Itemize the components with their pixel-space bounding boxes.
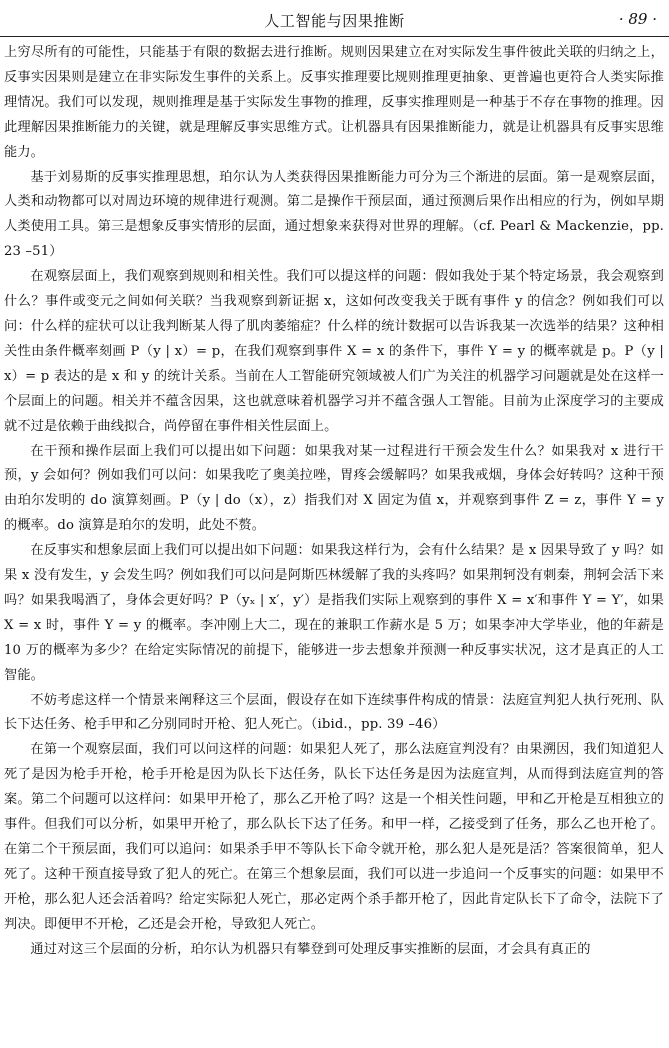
paragraph-5: 在反事实和想象层面上我们可以提出如下问题：如果我这样行为，会有什么结果？是 x 因果导致了 y 吗？如果 x 没有发生，y 会发生吗？例如我们可以问是阿斯匹林缓解了我的头疼吗？如果荆轲没有刺秦，荆轲会活下来吗？如果我喝酒了，身体会更好吗？P（yₓ | x′，y′）是指我们实际上观察到的事件 X = x′和事件 Y = Y′，如果 X = x 时，事件 Y = y 的概率。李冲刚上大二，现在的兼职工作薪水是 5 万；如果李冲大学毕业，他的年薪是 10 万的概率为多少？在给定实际情况的前提下，能够进一步去想象并预测一种反事实状况，这才是真正的人工智能。	[4, 543, 664, 683]
body-text	[4, 41, 664, 963]
paragraph-7: 在第一个观察层面，我们可以问这样的问题：如果犯人死了，那么法庭宣判没有？由果溯因，我们知道犯人死了是因为枪手开枪，枪手开枪是因为队长下达任务，队长下达任务是因为法庭宣判，从而得到法庭宣判的答案。第二个问题可以这样问：如果甲开枪了，那么乙开枪了吗？这是一个相关性问题，甲和乙开枪是互相独立的事件。但我们可以分析，如果甲开枪了，那么队长下达了任务。和甲一样，乙接受到了任务，那么乙也开枪了。在第二个干预层面，我们可以追问：如果杀手甲不等队长下命令就开枪，那么犯人是死是活？答案很简单，犯人死了。这种干预直接导致了犯人的死亡。在第三个想象层面，我们可以进一步追问一个反事实的问题：如果甲不开枪，那么犯人还会活着吗？给定实际犯人死亡，那必定两个杀手都开枪了，因此肯定队长下了命令，法院下了判决。即便甲不开枪，乙还是会开枪，导致犯人死亡。	[4, 742, 664, 932]
header-title: 人工智能与因果推断	[264, 12, 405, 30]
running-header	[0, 0, 669, 37]
paragraph-4: 在干预和操作层面上我们可以提出如下问题：如果我对某一过程进行干预会发生什么？如果我对 x 进行干预，y 会如何？例如我们可以问：如果我吃了奥美拉唑，胃疼会缓解吗？如果我戒烟，身体会好转吗？这种干预由珀尔发明的 do 演算刻画。P（y | do（x），z）指我们对 X 固定为值 x，并观察到事件 Z = z，事件 Y = y 的概率。do 演算是珀尔的发明，此处不赘。	[4, 443, 664, 534]
paragraph-8: 通过对这三个层面的分析，珀尔认为机器只有攀登到可处理反事实推断的层面，才会具有真正的	[30, 941, 591, 957]
paragraph-6: 不妨考虑这样一个情景来阐释这三个层面，假设存在如下连续事件构成的情景：法庭宣判犯人执行死刑、队长下达任务、枪手甲和乙分别同时开枪、犯人死亡。（ibid.，pp. 39 –46）	[4, 692, 664, 733]
page-number: · 89 ·	[618, 10, 657, 28]
paragraph-1: 上穷尽所有的可能性，只能基于有限的数据去进行推断。规则因果建立在对实际发生事件彼此关联的归纳之上，反事实因果则是建立在非实际发生事件的关系上。反事实推理要比规则推理更抽象、更普遍也更符合人类实际推理情况。我们可以发现，规则推理是基于实际发生事物的推理，反事实推理则是一种基于不存在事物的推理。因此理解因果推断能力的关键，就是理解反事实思维方式。让机器具有因果推断能力，就是让机器具有反事实思维能力。	[4, 45, 664, 160]
paragraph-2: 基于刘易斯的反事实推理思想，珀尔认为人类获得因果推断能力可分为三个渐进的层面。第一是观察层面，人类和动物都可以对周边环境的规律进行观测。第二是操作干预层面，通过预测后果作出相应的行为，例如早期人类使用工具。第三是想象反事实情形的层面，通过想象来获得对世界的理解。（cf. Pearl & Mackenzie，pp. 23 –51）	[4, 169, 664, 260]
paragraph-3: 在观察层面上，我们观察到规则和相关性。我们可以提这样的问题：假如我处于某个特定场景，我会观察到什么？事件或变元之间如何关联？当我观察到新证据 x，这如何改变我关于既有事件 y 的信念？例如我们可以问：什么样的症状可以让我判断某人得了肌肉萎缩症？什么样的统计数据可以告诉我某一次选举的结果？这种相关性由条件概率刻画 P（y | x）= p，在我们观察到事件 X = x 的条件下，事件 Y = y 的概率就是 p。P（y | x）= p 表达的是 x 和 y 的统计关系。当前在人工智能研究领域被人们广为关注的机器学习问题就是处在这样一个层面上的问题。相关并不蕴含因果，这也就意味着机器学习并不蕴含强人工智能。目前为止深度学习的主要成就不过是依赖于曲线拟合，尚停留在事件相关性层面上。	[4, 269, 664, 434]
